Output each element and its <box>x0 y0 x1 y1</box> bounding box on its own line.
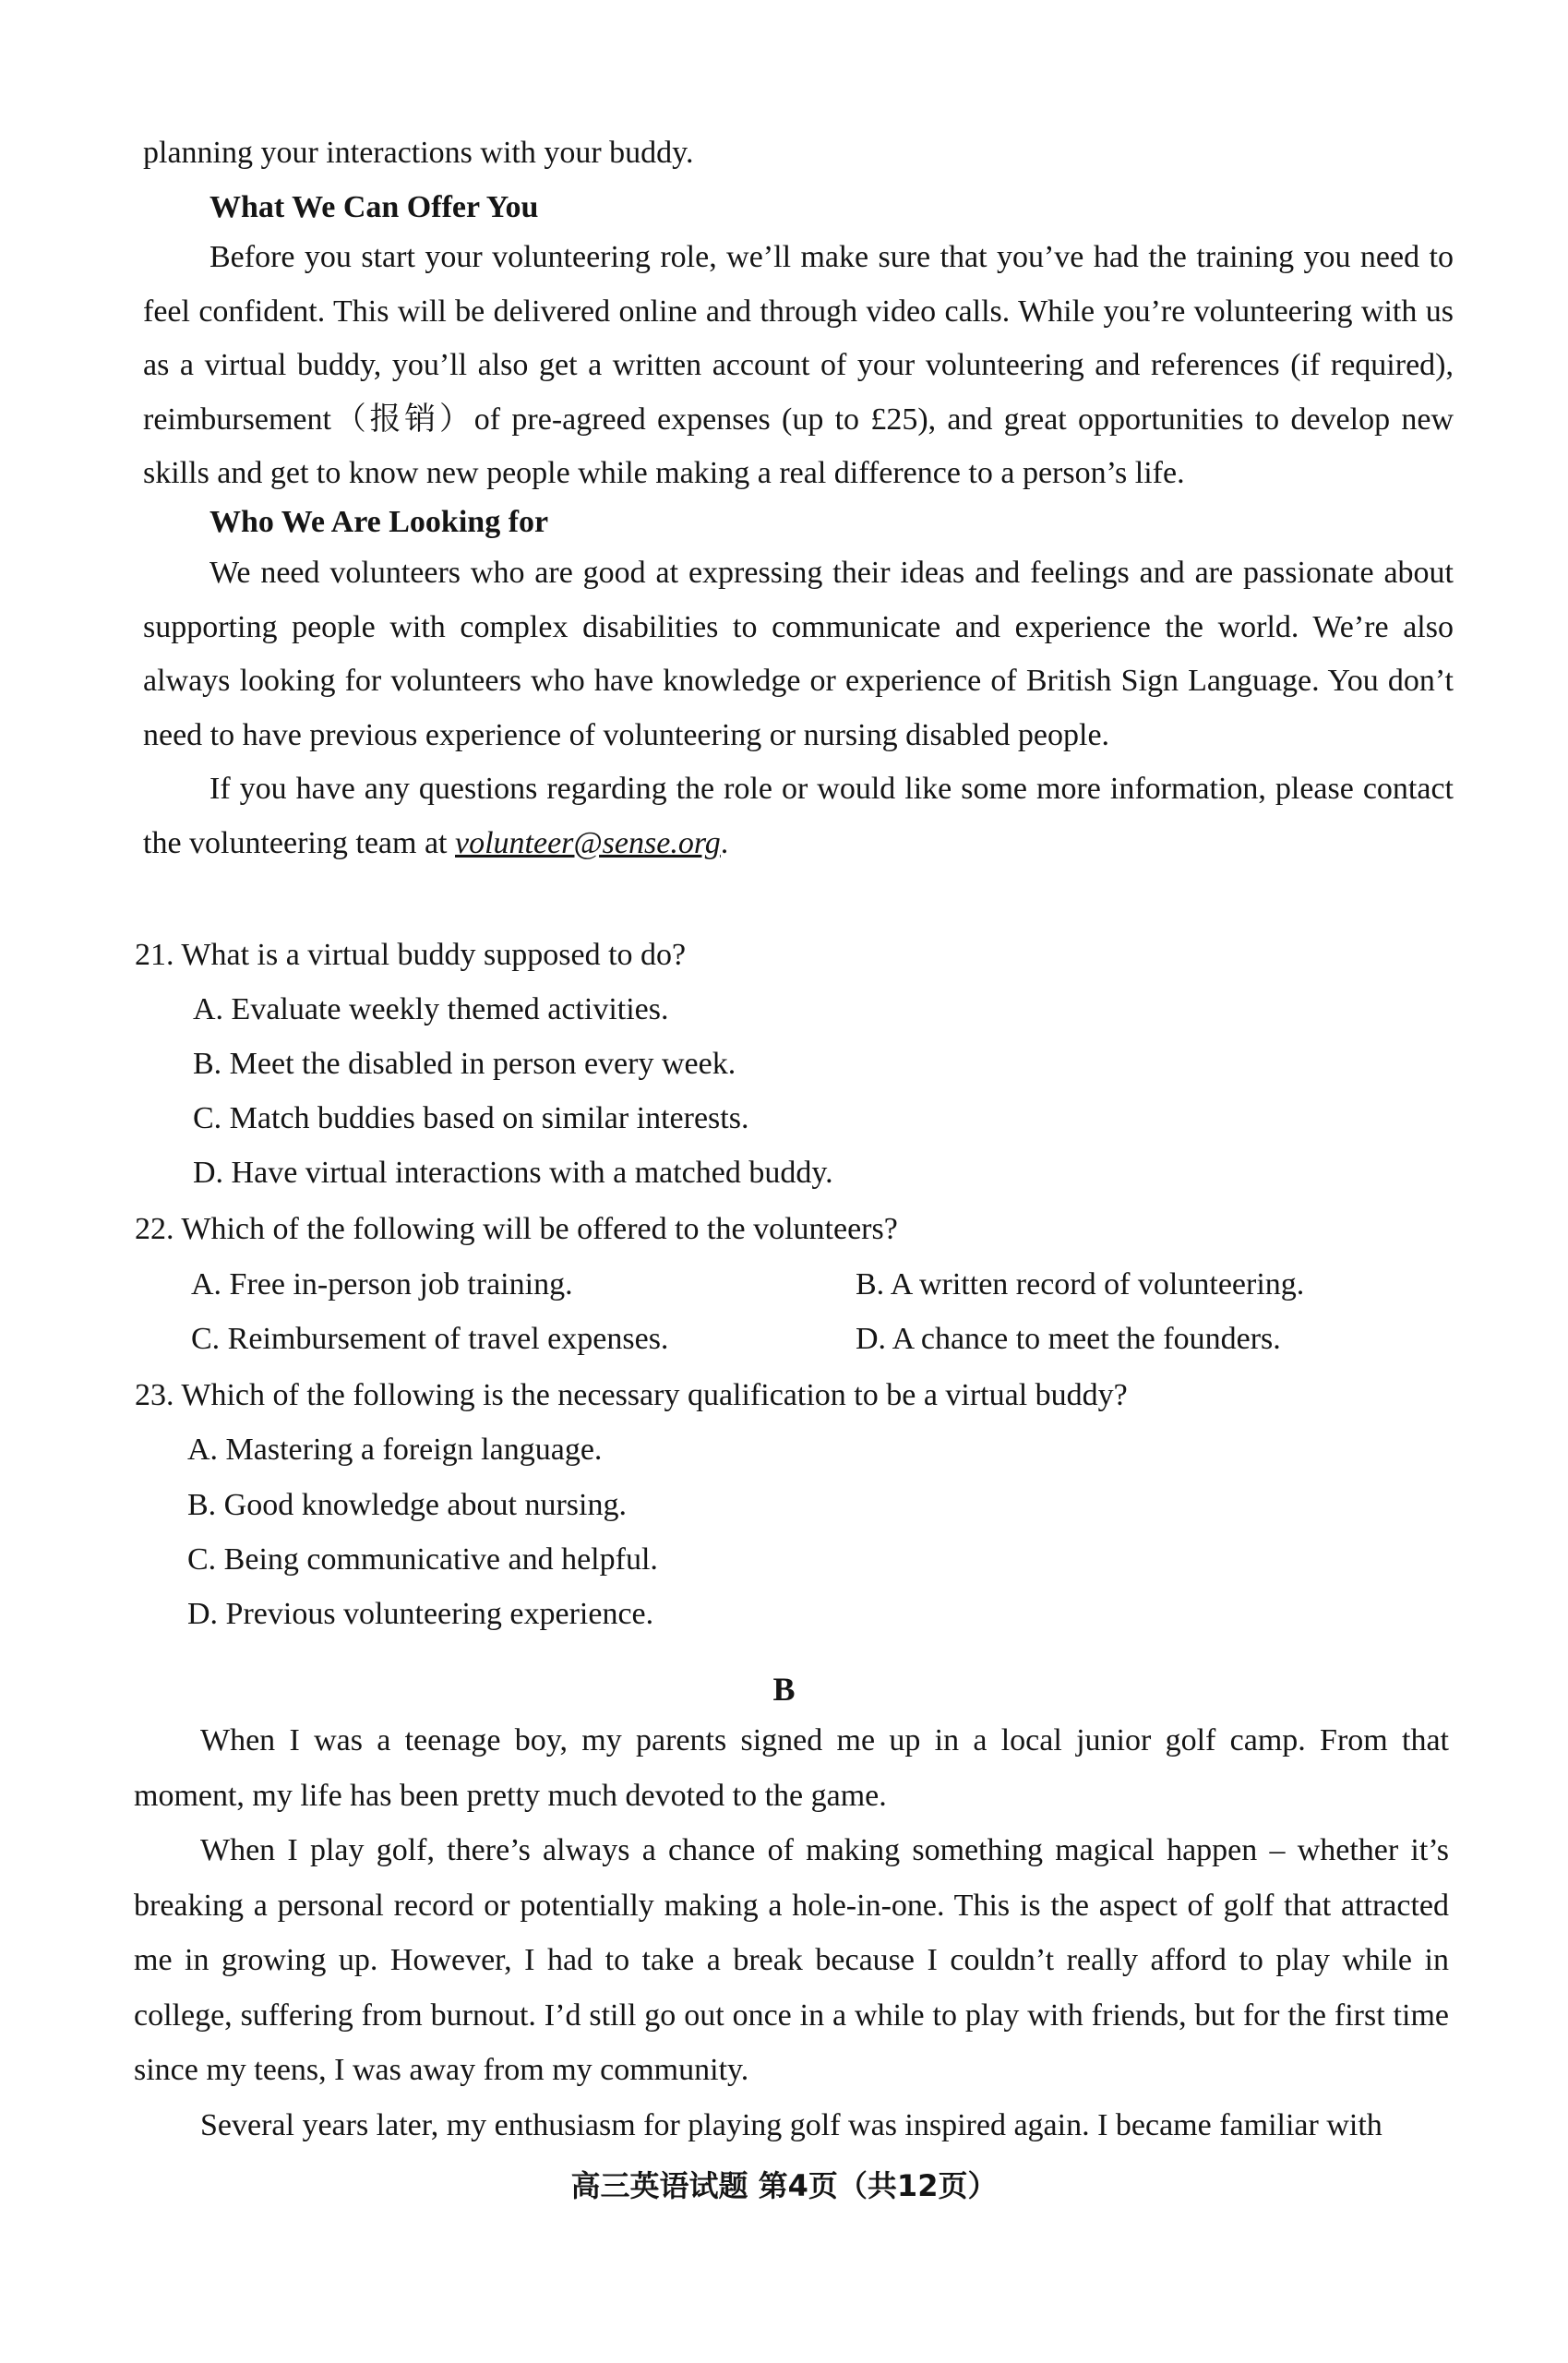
question-23-option-d[interactable]: D. Previous volunteering experience. <box>187 1597 654 1631</box>
question-21-option-d[interactable]: D. Have virtual interactions with a matched buddy. <box>193 1156 833 1190</box>
question-23-option-c[interactable]: C. Being communicative and helpful. <box>187 1542 658 1577</box>
page-footer: 高三英语试题 第4页（共12页） <box>570 2168 998 2203</box>
passage-b-paragraph-3 <box>134 2098 1449 2153</box>
question-22-option-d[interactable]: D. A chance to meet the founders. <box>856 1322 1281 1356</box>
paragraph-offer <box>143 231 1454 501</box>
question-22-option-c[interactable]: C. Reimbursement of travel expenses. <box>191 1322 669 1356</box>
question-23-option-b[interactable]: B. Good knowledge about nursing. <box>187 1488 627 1522</box>
heading-who-we-are-looking-for: Who We Are Looking for <box>209 505 549 539</box>
passage-a-continued-line: planning your interactions with your buddy. <box>143 136 694 170</box>
passage-b-paragraph-1 <box>134 1713 1449 1823</box>
paragraph-offer-text: Before you start your volunteering role, we’ll make sure that you’ve had the training you need to feel confident. This will be delivered online and through video calls. While you’re volunteering with us as a virtual buddy, you’ll also get a written account of your volunteering and references (if required), reimbursement（报销）of pre-agreed expenses (up to £25), and great opportunities to develop new skills and get to know new people while making a real difference to a person’s life. <box>143 240 1454 490</box>
question-21-option-a[interactable]: A. Evaluate weekly themed activities. <box>193 992 669 1026</box>
question-22-option-a[interactable]: A. Free in-person job training. <box>191 1267 573 1301</box>
paragraph-contact <box>143 762 1454 870</box>
question-23-stem: 23. Which of the following is the necessary qualification to be a virtual buddy? <box>135 1378 1128 1412</box>
passage-b-paragraph-2-text: When I play golf, there’s always a chance of making something magical happen – whether it’s breaking a personal record or potentially making a hole-in-one. This is the aspect of golf that attracted me in growing up. However, I had to take a break because I couldn’t really afford to play while in college, suffering from burnout. I’d still go out once in a while to play with friends, but for the first time since my teens, I was away from my community. <box>134 1833 1449 2087</box>
contact-email-link[interactable]: volunteer@sense.org <box>455 825 721 860</box>
question-21-option-c[interactable]: C. Match buddies based on similar interests. <box>193 1101 749 1135</box>
section-b-label: B <box>772 1671 796 1708</box>
passage-b-paragraph-1-text: When I was a teenage boy, my parents signed me up in a local junior golf camp. From that moment, my life has been pretty much devoted to the game. <box>134 1723 1449 1813</box>
question-22-option-b[interactable]: B. A written record of volunteering. <box>856 1267 1305 1301</box>
question-22-stem: 22. Which of the following will be offered to the volunteers? <box>135 1212 898 1246</box>
question-21-stem: 21. What is a virtual buddy supposed to do? <box>135 938 687 972</box>
paragraph-contact-text: If you have any questions regarding the role or would like some more information, please contact the volunteering team at <box>143 772 1454 860</box>
question-21-option-b[interactable]: B. Meet the disabled in person every week. <box>193 1047 736 1081</box>
question-23-option-a[interactable]: A. Mastering a foreign language. <box>187 1433 603 1467</box>
passage-b-paragraph-2 <box>134 1823 1449 2098</box>
contact-end: . <box>720 825 729 860</box>
passage-b-paragraph-3-text: Several years later, my enthusiasm for playing golf was inspired again. I became familiar with <box>200 2108 1382 2142</box>
heading-what-we-can-offer: What We Can Offer You <box>209 190 539 224</box>
paragraph-looking-text: We need volunteers who are good at expressing their ideas and feelings and are passionate about supporting people with complex disabilities to communicate and experience the world. We’re also always looking for volunteers who have knowledge or experience of British Sign Language. You don’t need to have previous experience of volunteering or nursing disabled people. <box>143 556 1454 752</box>
paragraph-looking <box>143 546 1454 762</box>
